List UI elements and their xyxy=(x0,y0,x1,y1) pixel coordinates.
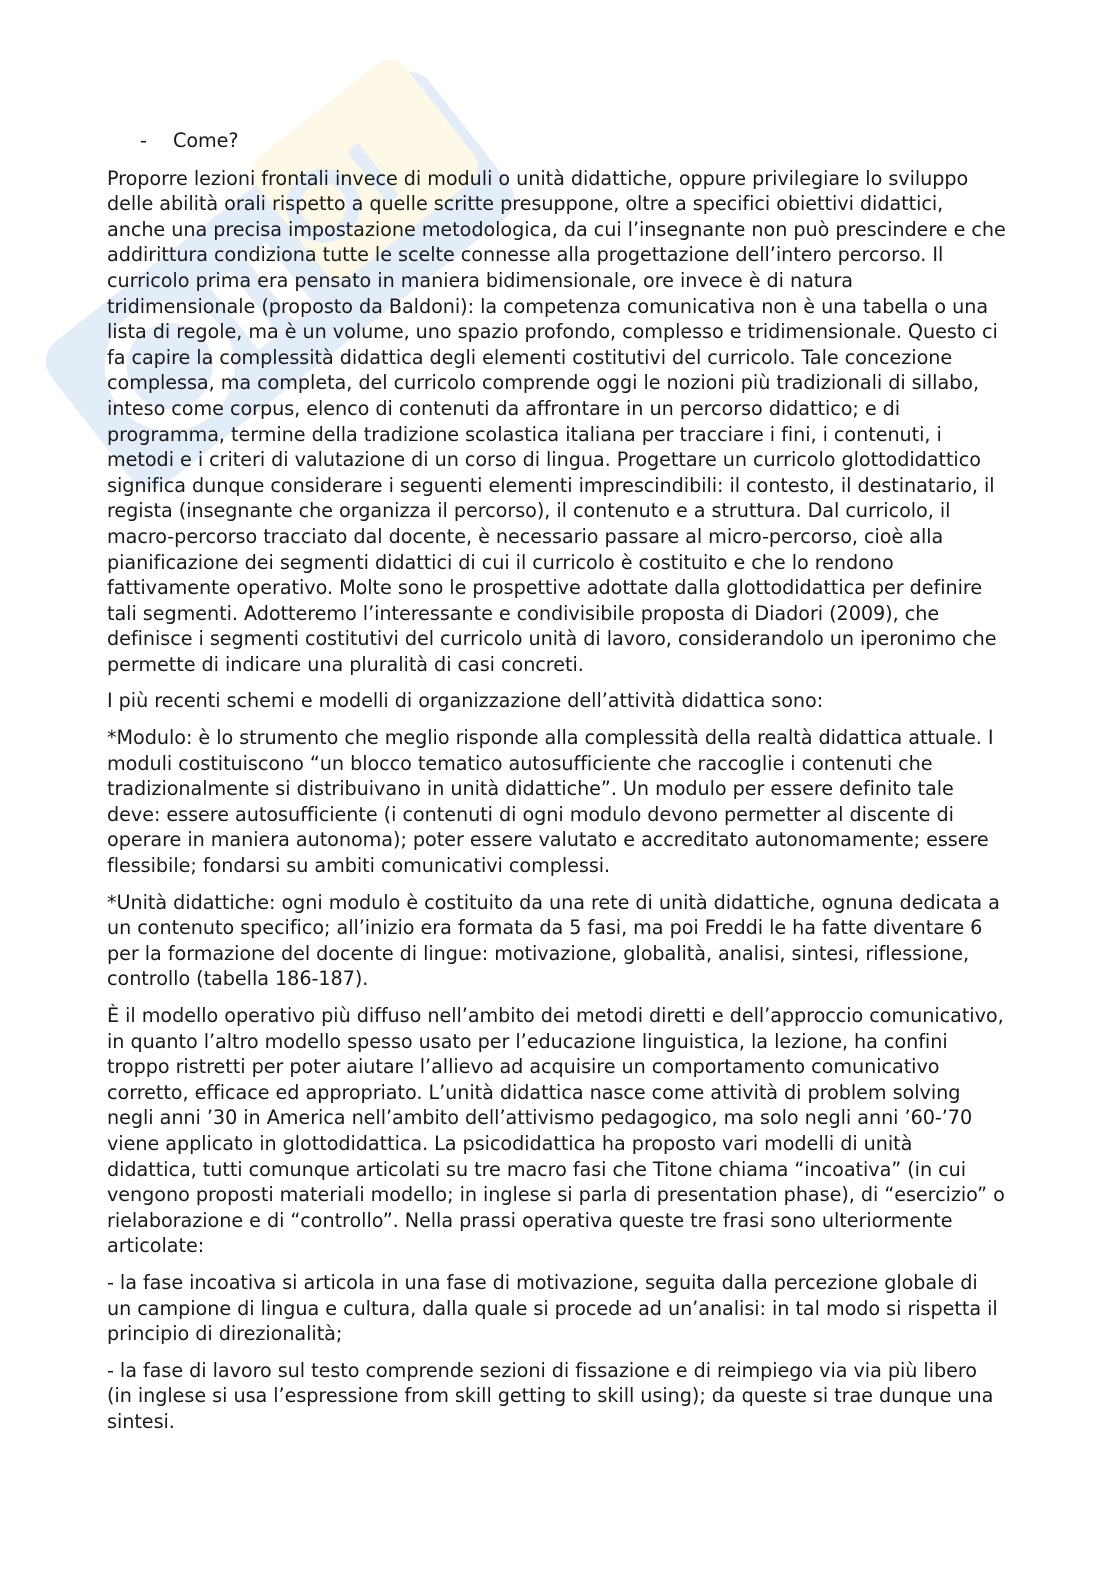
bullet-dash: - xyxy=(140,129,147,152)
paragraph-curricolo: Proporre lezioni frontali invece di moduli o unità didattiche, oppure privilegiare lo sviluppo delle abilità orali rispetto a quelle scritte presuppone, oltre a specifici obiettivi didattici, anche una precisa impostazione metodologica, da cui l’insegnante non può prescindere e che addirittura condiziona tutte le scelte connesse alla progettazione dell’intero percorso. Il curricolo prima era pensato in maniera bidimensionale, ore invece è di natura tridimensionale (proposto da Baldoni): la competenza comunicativa non è una tabella o una lista di regole, ma è un volume, uno spazio profondo, complesso e tridimensionale. Questo ci fa capire la complessità didattica degli elementi costitutivi del curricolo. Tale concezione complessa, ma completa, del curricolo comprende oggi le nozioni più tradizionali di sillabo, inteso come corpus, elenco di contenuti da affrontare in un percorso didattico; e di programma, termine della tradizione scolastica italiana per tracciare i fini, i contenuti, i metodi e i criteri di valutazione di un corso di lingua. Progettare un curricolo glottodidattico significa dunque considerare i seguenti elementi imprescindibili: il contesto, il destinatario, il regista (insegnante che organizza il percorso), il contenuto e a struttura. Dal curricolo, il macro-percorso tracciato dal docente, è necessario passare al micro-percorso, cioè alla pianificazione dei segmenti didattici di cui il curricolo è costituito e che lo rendono fattivamente operativo. Molte sono le prospettive adottate dalla glottodidattica per definire tali segmenti. Adotteremo l’interessante e condivisibile proposta di Diadori (2009), che definisce i segmenti costitutivi del curricolo unità di lavoro, considerandolo un iperonimo che permette di indicare una pluralità di casi concreti. xyxy=(107,166,1006,676)
paragraph-schemi: I più recenti schemi e modelli di organizzazione dell’attività didattica sono: xyxy=(107,689,824,713)
paragraph-fase-lavoro: - la fase di lavoro sul testo comprende sezioni di fissazione e di reimpiego via via più libero (in inglese si usa l’espressione from skill getting to skill using); da queste si trae dunque una sintesi. xyxy=(107,1358,994,1433)
paragraph-modulo: *Modulo: è lo strumento che meglio risponde alla complessità della realtà didattica attuale. I moduli costituiscono “un blocco tematico autosufficiente che raccoglie i contenuti che tradizionalmente si distribuivano in unità didattiche”. Un modulo per essere definito tale deve: essere autosufficiente (i contenuti di ogni modulo devono permetter al discente di operare in maniera autonoma); poter essere valutato e accreditato autonomamente; essere flessibile; fondarsi su ambiti comunicativi complessi. xyxy=(107,726,994,878)
bullet-item xyxy=(107,128,1007,154)
bullet-text: Come? xyxy=(173,129,239,152)
document-body xyxy=(107,128,1007,1446)
paragraph-modello-operativo: È il modello operativo più diffuso nell’ambito dei metodi diretti e dell’approccio comunicativo, in quanto l’altro modello spesso usato per l’educazione linguistica, la lezione, ha confini troppo ristretti per poter aiutare l’allievo ad acquisire un comportamento comunicativo corretto, efficace ed appropriato. L’unità didattica nasce come attività di problem solving negli anni ’30 in America nell’ambito dell’attivismo pedagogico, ma solo negli anni ’60-’70 viene applicato in glottodidattica. La psicodidattica ha proposto vari modelli di unità didattica, tutti comunque articolati su tre macro fasi che Titone chiama “incoativa” (in cui vengono proposti materiali modello; in inglese si parla di presentation phase), di “esercizio” o rielaborazione e di “controllo”. Nella prassi operativa queste tre frasi sono ulteriormente articolate: xyxy=(107,1004,1005,1258)
paragraph-unita-didattiche: *Unità didattiche: ogni modulo è costituito da una rete di unità didattiche, ognuna dedicata a un contenuto specifico; all’inizio era formata da 5 fasi, ma poi Freddi le ha fatte diventare 6 per la formazione del docente di lingue: motivazione, globalità, analisi, sintesi, riflessione, controllo (tabella 186-187). xyxy=(107,890,1000,991)
paragraph-fase-incoativa: - la fase incoativa si articola in una fase di motivazione, seguita dalla percezione globale di un campione di lingua e cultura, dalla quale si procede ad un’analisi: in tal modo si rispetta il principio di direzionalità; xyxy=(107,1270,998,1346)
